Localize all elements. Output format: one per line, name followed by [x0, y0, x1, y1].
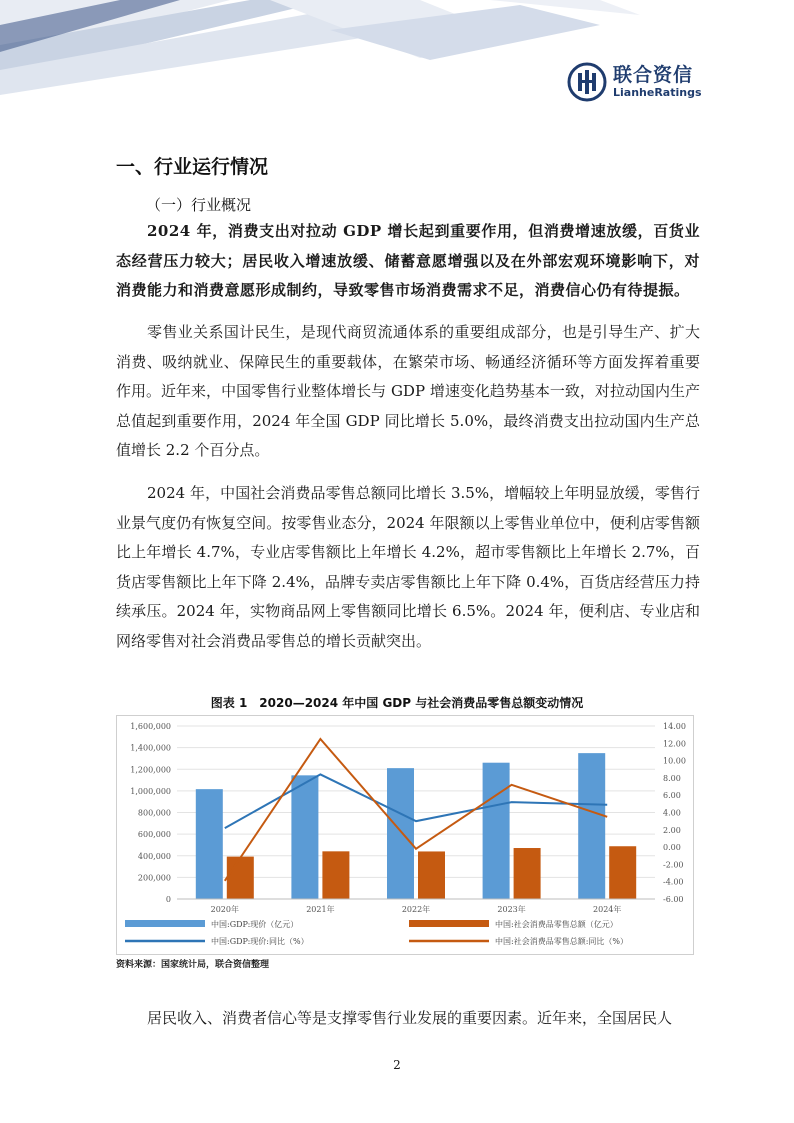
gdp-bar [291, 775, 318, 899]
lianhe-logo-icon [567, 62, 607, 102]
x-tick-label: 2021年 [306, 905, 335, 914]
y-left-tick-label: 200,000 [137, 873, 171, 883]
gdp-bar [196, 789, 223, 899]
x-tick-label: 2023年 [497, 905, 526, 914]
legend-label: 中国:社会消费品零售总额:同比（%） [495, 937, 628, 946]
retail-growth-line [225, 739, 607, 881]
logo-name-cn: 联合资信 [613, 64, 694, 86]
company-logo [567, 60, 702, 104]
section-heading: 一、行业运行情况 [116, 156, 269, 178]
y-left-tick-label: 0 [165, 895, 171, 904]
y-left-tick-label: 400,000 [137, 851, 171, 861]
y-right-tick-label: 14.00 [663, 722, 686, 731]
source-note: 资料来源：国家统计局，联合资信整理 [116, 960, 270, 970]
gdp-bar [483, 763, 510, 899]
body-paragraph-3: 居民收入、消费者信心等是支撑零售行业发展的重要因素。近年来，全国居民人 [147, 1009, 673, 1027]
y-right-tick-label: 10.00 [663, 756, 686, 766]
legend-label: 中国:社会消费品零售总额（亿元） [495, 920, 618, 929]
y-right-tick-label: 6.00 [663, 791, 681, 801]
x-tick-label: 2020年 [210, 905, 239, 914]
y-right-tick-label: -2.00 [663, 860, 684, 870]
gdp-retail-chart [117, 716, 693, 954]
retail-bar [322, 851, 349, 899]
legend-swatch [125, 920, 205, 927]
retail-bar [418, 851, 445, 899]
y-left-tick-label: 800,000 [137, 808, 171, 818]
gdp-growth-line [225, 774, 607, 828]
logo-name-en: LianheRatings [613, 86, 702, 99]
retail-bar [514, 848, 541, 899]
retail-bar [609, 846, 636, 899]
page-number: 2 [393, 1058, 401, 1072]
y-right-tick-label: -4.00 [663, 877, 684, 887]
summary-paragraph: 2024 年，消费支出对拉动 GDP 增长起到重要作用，但消费增速放缓，百货业态经营压力较大；居民收入增速放缓、储蓄意愿增强以及在外部宏观环境影响下，对消费能力和消费意愿形成制约，导致零售市场消费需求不足，消费信心仍有待提振。 [116, 222, 700, 300]
y-left-tick-label: 600,000 [137, 830, 171, 840]
y-right-tick-label: 4.00 [663, 808, 681, 818]
x-tick-label: 2024年 [593, 905, 622, 914]
y-right-tick-label: 8.00 [663, 773, 681, 783]
y-right-tick-label: 0.00 [663, 843, 681, 853]
x-tick-label: 2022年 [401, 905, 431, 914]
body-paragraph-2: 2024 年，中国社会消费品零售总额同比增长 3.5%，增幅较上年明显放缓，零售行业景气度仍有恢复空间。按零售业态分，2024 年限额以上零售业单位中，便利店零售额比上年增长 4.7%，专业店零售额比上年增长 4.2%，超市零售额比上年增长 2.7%，百货店零售额比上年下降 2.4%，品牌专卖店零售额比上年下降 0.4%，百货店经营压力持续承压。2024 年，实物商品网上零售额同比增长 6.5%。2024 年，便利店、专业店和网络零售对社会消费品零售总的增长贡献突出。 [116, 484, 700, 650]
legend-label: 中国:GDP:现价:同比（%） [211, 937, 309, 946]
legend-swatch [409, 920, 489, 927]
y-left-tick-label: 1,600,000 [130, 722, 171, 731]
body-paragraph-1: 零售业关系国计民生，是现代商贸流通体系的重要组成部分，也是引导生产、扩大消费、吸纳就业、保障民生的重要载体，在繁荣市场、畅通经济循环等方面发挥着重要作用。近年来，中国零售行业整体增长与 GDP 增速变化趋势基本一致，对拉动国内生产总值起到重要作用，2024 年全国 GDP 同比增长 5.0%，最终消费支出拉动国内生产总值增长 2.2 个百分点。 [116, 323, 700, 460]
y-right-tick-label: 2.00 [663, 825, 681, 835]
legend-label: 中国:GDP:现价（亿元） [211, 920, 299, 929]
subsection-heading: （一）行业概况 [146, 196, 252, 214]
chart-container [116, 715, 694, 955]
y-left-tick-label: 1,400,000 [130, 743, 171, 753]
y-left-tick-label: 1,200,000 [130, 765, 171, 775]
gdp-bar [387, 768, 414, 899]
y-left-tick-label: 1,000,000 [130, 786, 171, 796]
gdp-bar [578, 753, 605, 899]
figure-title: 图表 1 2020—2024 年中国 GDP 与社会消费品零售总额变动情况 [210, 696, 584, 710]
y-right-tick-label: 12.00 [663, 739, 686, 749]
y-right-tick-label: -6.00 [663, 895, 684, 904]
retail-bar [227, 857, 254, 899]
